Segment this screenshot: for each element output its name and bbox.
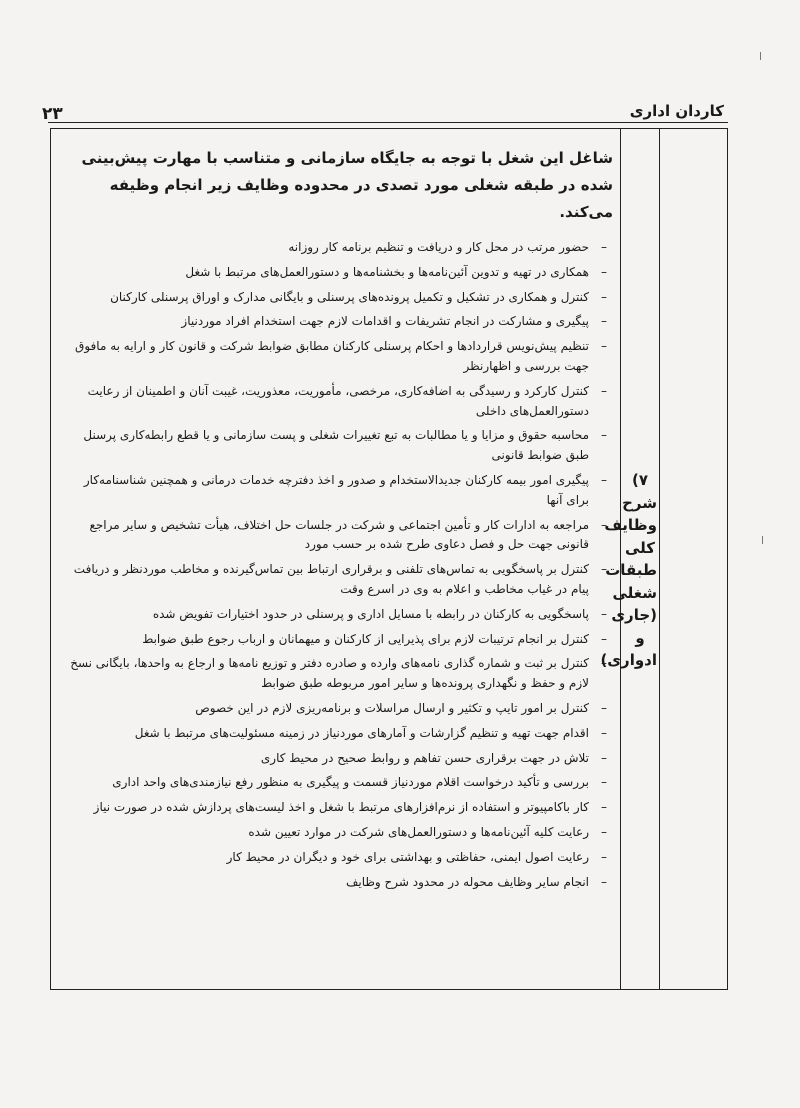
scan-artifact xyxy=(762,536,763,544)
duties-table xyxy=(50,128,728,990)
list-item: – رعایت کلیه آئین‌نامه‌ها و دستورالعمل‌های شرکت در موارد تعیین شده xyxy=(61,823,589,843)
list-item: – اقدام جهت تهیه و تنظیم گزارشات و آمارهای موردنیاز در زمینه مسئولیت‌های مرتبط با شغل xyxy=(61,724,589,744)
duties-list xyxy=(61,238,613,892)
page-number: ۲۳ xyxy=(42,104,63,124)
list-item: – انجام سایر وظایف محوله در محدود شرح وظایف xyxy=(61,873,589,893)
list-item: – کنترل و همکاری در تشکیل و تکمیل پرونده‌های پرسنلی و بایگانی مدارک و اوراق پرسنلی کارکنان xyxy=(61,288,589,308)
list-item: – بررسی و تأکید درخواست اقلام موردنیاز قسمت و پیگیری به منظور رفع نیازمندی‌های واحد اداری xyxy=(61,773,589,793)
list-item: – کنترل کارکرد و رسیدگی به اضافه‌کاری، مرخصی، مأموریت، معذوریت، غیبت آنان و اطمینان از رعایت دستورالعمل‌های داخلی xyxy=(61,382,589,422)
list-item: – رعایت اصول ایمنی، حفاظتی و بهداشتی برای خود و دیگران در محیط کار xyxy=(61,848,589,868)
header-rule xyxy=(48,122,728,123)
list-item: – مراجعه به ادارات کار و تأمین اجتماعی و شرکت در جلسات حل اختلاف، هیأت تشخیص و سایر مراجع قانونی جهت حل و فصل دعاوی طرح شده بر حسب مورد xyxy=(61,516,589,556)
list-item: – کار باکامپیوتر و استفاده از نرم‌افزارهای مرتبط با شغل و اخذ لیست‌های پردازش شده در صورت نیاز xyxy=(61,798,589,818)
list-item: – کنترل بر ثبت و شماره گذاری نامه‌های وارده و صادره دفتر و توزیع نامه‌ها و ارجاع به واحدها، بایگانی نسخ لازم و حفظ و نگهداری پرونده‌ها و سایر امور مربوطه طبق ضوابط xyxy=(61,654,589,694)
section-label: ۷) شرح وظایف کلی طبقات شغلی (جاری و ادواری) xyxy=(600,471,657,669)
duties-content xyxy=(61,145,613,897)
list-item: – پاسخگویی به کارکنان در رابطه با مسایل اداری و پرسنلی در حدود اختیارات تفویض شده xyxy=(61,605,589,625)
intro-paragraph: شاغل این شغل با توجه به جایگاه سازمانی و متناسب با مهارت پیش‌بینی شده در طبقه شغلی مورد تصدی در محدوده وظایف زیر انجام وظیفه می‌کند. xyxy=(81,149,613,221)
list-item: – پیگیری و مشارکت در انجام تشریفات و اقدامات لازم جهت استخدام افراد موردنیاز xyxy=(61,312,589,332)
list-item: – پیگیری امور بیمه کارکنان جدیدالاستخدام و صدور و اخذ دفترچه خدمات درمانی و همچنین شناسنامه‌کار برای آنها xyxy=(61,471,589,511)
list-item: – کنترل بر پاسخگویی به تماس‌های تلفنی و برقراری ارتباط بین تماس‌گیرنده و مخاطب موردنظر و دریافت پیام در غیاب مخاطب و اعلام به وی در اسرع وقت xyxy=(61,560,589,600)
list-item: – محاسبه حقوق و مزایا و یا مطالبات به تبع تغییرات شغلی و پست سازمانی و یا قطع رابطه‌کاری پرسنل طبق ضوابط قانونی xyxy=(61,426,589,466)
table-margin-divider xyxy=(659,129,660,989)
scan-artifact xyxy=(760,52,761,60)
list-item: – کنترل بر امور تایپ و تکثیر و ارسال مراسلات و برنامه‌ریزی لازم در این خصوص xyxy=(61,699,589,719)
list-item: – کنترل بر انجام ترتیبات لازم برای پذیرایی از کارکنان و میهمانان و ارباب رجوع طبق ضوابط xyxy=(61,630,589,650)
list-item: – حضور مرتب در محل کار و دریافت و تنظیم برنامه کار روزانه xyxy=(61,238,589,258)
list-item: – همکاری در تهیه و تدوین آئین‌نامه‌ها و بخشنامه‌ها و دستورالعمل‌های مرتبط با شغل xyxy=(61,263,589,283)
list-item: – تلاش در جهت برقراری حسن تفاهم و روابط صحیح در محیط کاری xyxy=(61,749,589,769)
list-item: – تنظیم پیش‌نویس قراردادها و احکام پرسنلی کارکنان مطابق ضوابط شرکت و قانون کار و ارایه به مافوق جهت بررسی و اظهارنظر xyxy=(61,337,589,377)
header-job-title: کاردان اداری xyxy=(629,102,724,120)
